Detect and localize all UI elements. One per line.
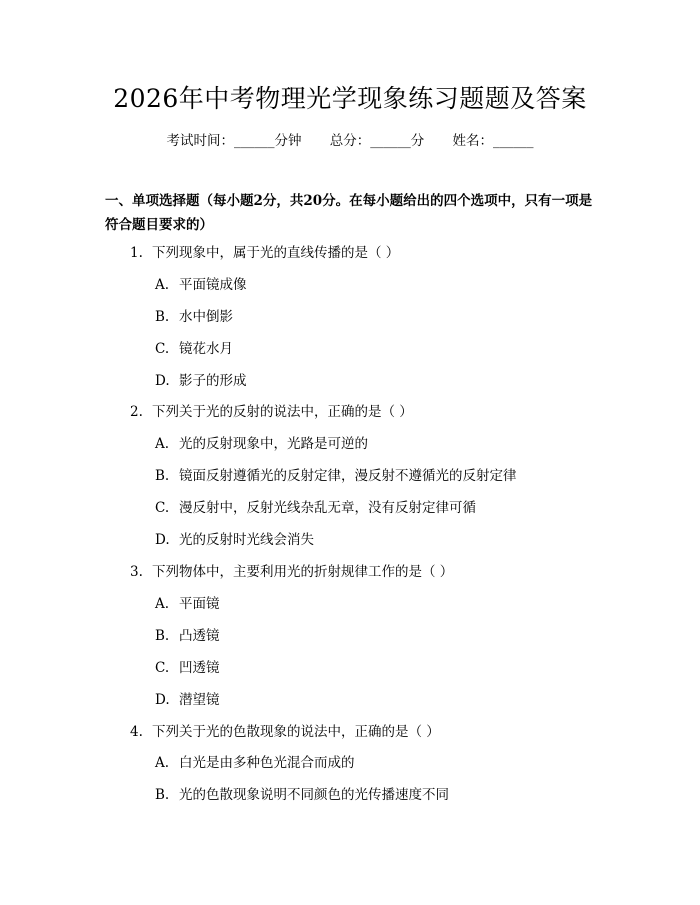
question-number: 4. bbox=[130, 724, 143, 740]
option-letter: C. bbox=[155, 341, 170, 357]
question-4 bbox=[130, 722, 610, 742]
page-title: 2026年中考物理光学现象练习题题及答案 bbox=[113, 84, 587, 113]
question-3-option-a bbox=[155, 594, 615, 614]
option-text: 镜面反射遵循光的反射定律，漫反射不遵循光的反射定律 bbox=[179, 468, 517, 484]
option-letter: C. bbox=[155, 660, 170, 676]
option-text: 光的反射时光线会消失 bbox=[179, 532, 314, 548]
question-2-option-d bbox=[155, 530, 615, 550]
question-3-option-c bbox=[155, 658, 615, 678]
option-letter: B. bbox=[155, 628, 170, 644]
option-text: 光的色散现象说明不同颜色的光传播速度不同 bbox=[179, 787, 449, 803]
option-letter: D. bbox=[155, 532, 170, 548]
option-text: 光的反射现象中，光路是可逆的 bbox=[179, 436, 368, 452]
option-letter: B. bbox=[155, 309, 170, 325]
question-text: 下列物体中，主要利用光的折射规律工作的是（ ） bbox=[152, 564, 454, 580]
option-text: 凸透镜 bbox=[179, 628, 220, 644]
exam-meta bbox=[0, 131, 700, 151]
option-text: 凹透镜 bbox=[179, 660, 220, 676]
question-2-option-c bbox=[155, 498, 615, 518]
question-number: 1. bbox=[130, 245, 143, 261]
question-3-option-b bbox=[155, 626, 615, 646]
question-number: 3. bbox=[130, 564, 143, 580]
question-4-option-a bbox=[155, 753, 615, 773]
question-2 bbox=[130, 402, 610, 422]
question-1-option-c bbox=[155, 339, 615, 359]
section-heading: 一、单项选择题（每小题2分，共20分。在每小题给出的四个选项中，只有一项是符合题目要求的） bbox=[105, 193, 593, 233]
question-1-option-a bbox=[155, 275, 615, 295]
student-name-field: 姓名：______ bbox=[452, 133, 534, 149]
option-letter: B. bbox=[155, 468, 170, 484]
question-text: 下列现象中，属于光的直线传播的是（ ） bbox=[152, 245, 400, 261]
option-text: 平面镜 bbox=[179, 596, 220, 612]
exam-time-field: 考试时间：______分钟 bbox=[166, 133, 302, 149]
option-text: 平面镜成像 bbox=[179, 277, 247, 293]
option-text: 潜望镜 bbox=[179, 692, 220, 708]
option-text: 镜花水月 bbox=[179, 341, 233, 357]
option-letter: D. bbox=[155, 692, 170, 708]
question-3-option-d bbox=[155, 690, 615, 710]
question-1 bbox=[130, 243, 610, 263]
question-text: 下列关于光的反射的说法中，正确的是（ ） bbox=[152, 404, 413, 420]
question-3 bbox=[130, 562, 610, 582]
option-letter: A. bbox=[155, 755, 170, 771]
option-letter: A. bbox=[155, 277, 170, 293]
option-letter: A. bbox=[155, 436, 170, 452]
option-text: 影子的形成 bbox=[179, 373, 247, 389]
option-letter: D. bbox=[155, 373, 170, 389]
question-number: 2. bbox=[130, 404, 143, 420]
total-score-field: 总分：______分 bbox=[329, 133, 425, 149]
question-text: 下列关于光的色散现象的说法中，正确的是（ ） bbox=[152, 724, 440, 740]
option-text: 白光是由多种色光混合而成的 bbox=[179, 755, 355, 771]
question-2-option-b bbox=[155, 466, 615, 486]
question-2-option-a bbox=[155, 434, 615, 454]
question-1-option-b bbox=[155, 307, 615, 327]
option-text: 漫反射中，反射光线杂乱无章，没有反射定律可循 bbox=[179, 500, 476, 516]
question-4-option-b bbox=[155, 785, 615, 805]
question-1-option-d bbox=[155, 371, 615, 391]
option-letter: A. bbox=[155, 596, 170, 612]
option-letter: B. bbox=[155, 787, 170, 803]
option-letter: C. bbox=[155, 500, 170, 516]
option-text: 水中倒影 bbox=[179, 309, 233, 325]
